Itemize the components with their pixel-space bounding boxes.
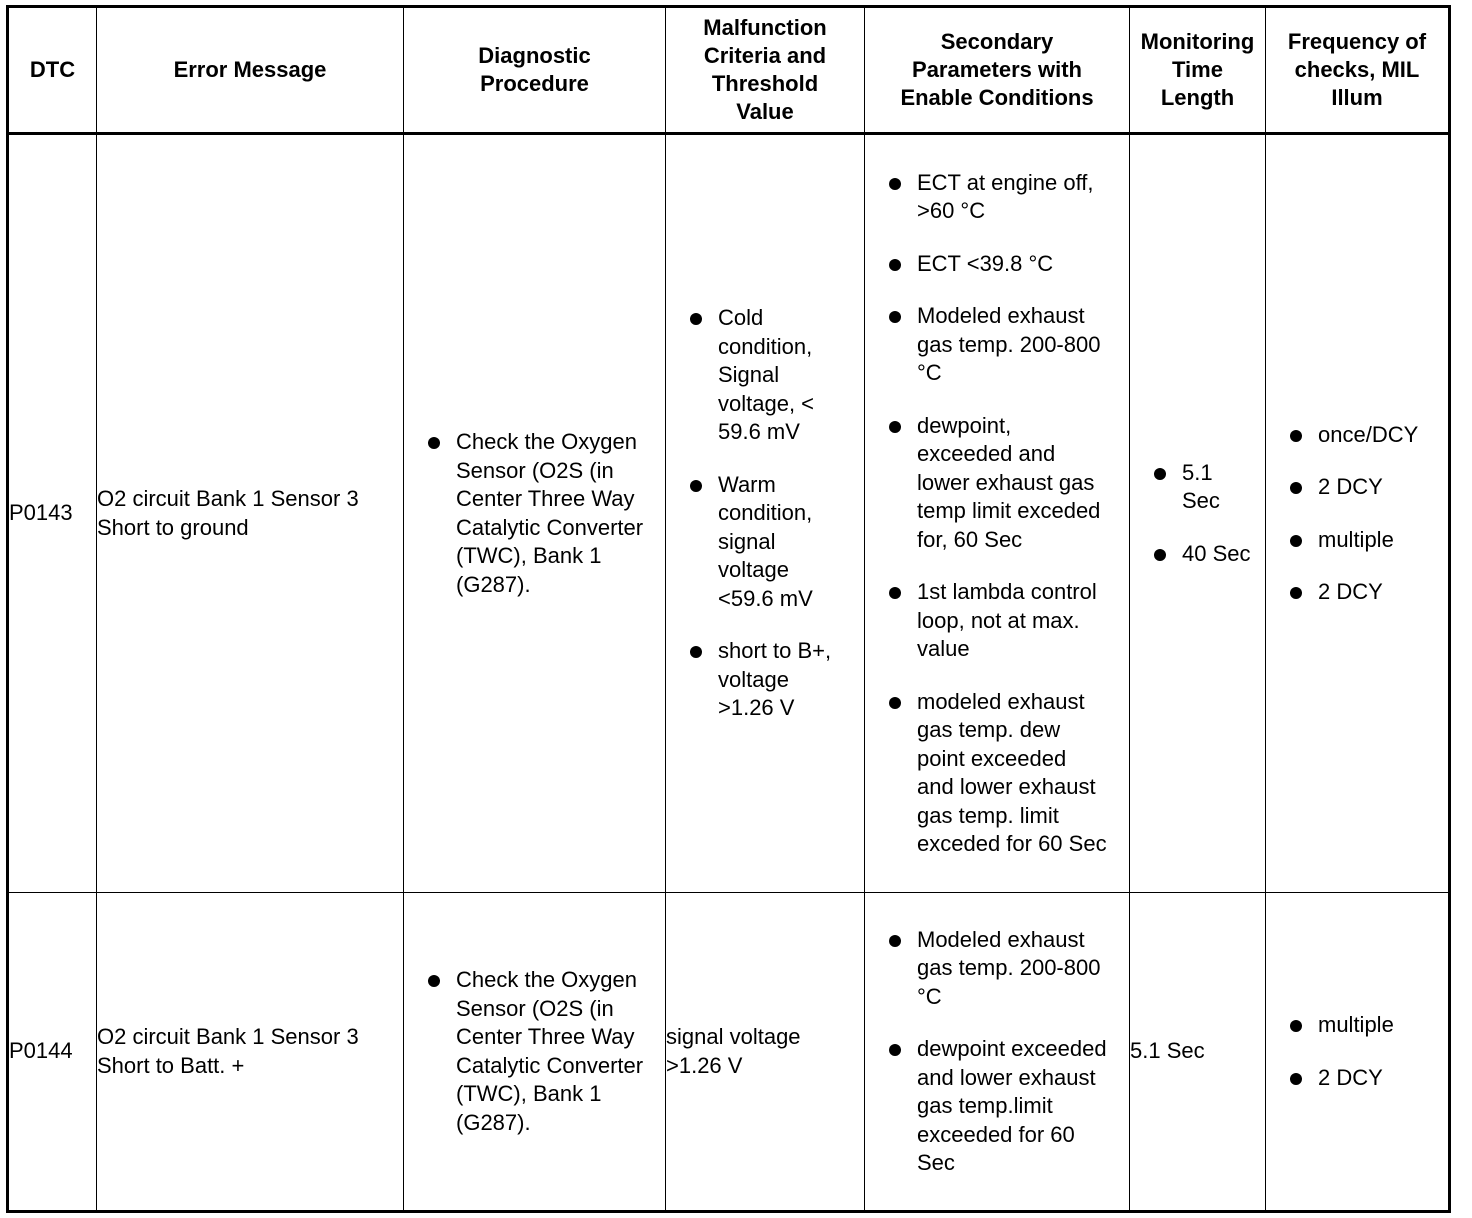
diagnostic-procedure-cell <box>404 134 666 893</box>
header-row <box>8 7 1450 134</box>
malfunction-criteria-cell: signal voltage >1.26 V <box>666 893 865 1212</box>
list-item: ECT at engine off, >60 °C <box>865 169 1129 226</box>
diagnostic-procedure-cell <box>404 893 666 1212</box>
list-item: modeled exhaust gas temp. dew point exceeded and lower exhaust gas temp. limit exceded for 60 Sec <box>865 688 1129 859</box>
secondary-list <box>865 926 1129 1178</box>
dtc-code: P0143 <box>9 500 73 526</box>
list-item: ECT <39.8 °C <box>865 250 1129 279</box>
header-secondary-parameters: Secondary Parameters with Enable Conditions <box>865 7 1130 134</box>
header-diagnostic-procedure: Diagnostic Procedure <box>404 7 666 134</box>
monitoring-time-cell: 5.1 Sec <box>1130 893 1266 1212</box>
list-item: 40 Sec <box>1130 540 1265 569</box>
list-item: Modeled exhaust gas temp. 200-800 °C <box>865 302 1129 388</box>
list-item: Modeled exhaust gas temp. 200-800 °C <box>865 926 1129 1012</box>
criteria-list <box>666 304 864 723</box>
list-item: multiple <box>1266 1011 1448 1040</box>
list-item: 2 DCY <box>1266 578 1448 607</box>
table-row <box>8 893 1450 1212</box>
header-error-message: Error Message <box>97 7 404 134</box>
dtc-table <box>6 5 1451 1213</box>
frequency-list <box>1266 421 1448 607</box>
frequency-list <box>1266 1011 1448 1092</box>
error-message-cell: O2 circuit Bank 1 Sensor 3 Short to Batt. + <box>97 893 404 1212</box>
list-item: Check the Oxygen Sensor (O2S (in Center Three Way Catalytic Converter (TWC), Bank 1 (G287). <box>404 428 665 599</box>
secondary-parameters-cell <box>865 134 1130 893</box>
list-item: Check the Oxygen Sensor (O2S (in Center Three Way Catalytic Converter (TWC), Bank 1 (G287). <box>404 966 665 1137</box>
monitoring-time-cell <box>1130 134 1266 893</box>
procedure-list <box>404 428 665 599</box>
list-item: Warm condition, signal voltage <59.6 mV <box>666 471 864 614</box>
list-item: Cold condition, Signal voltage, < 59.6 mV <box>666 304 864 447</box>
dtc-code: P0144 <box>9 1038 73 1064</box>
frequency-cell <box>1266 134 1450 893</box>
list-item: once/DCY <box>1266 421 1448 450</box>
secondary-parameters-cell <box>865 893 1130 1212</box>
dtc-code-cell <box>8 893 97 1212</box>
header-dtc: DTC <box>8 7 97 134</box>
list-item: short to B+, voltage >1.26 V <box>666 637 864 723</box>
error-message-cell: O2 circuit Bank 1 Sensor 3 Short to ground <box>97 134 404 893</box>
malfunction-criteria-cell <box>666 134 865 893</box>
table-row <box>8 134 1450 893</box>
list-item: 2 DCY <box>1266 473 1448 502</box>
list-item: dewpoint, exceeded and lower exhaust gas temp limit exceded for, 60 Sec <box>865 412 1129 555</box>
list-item: multiple <box>1266 526 1448 555</box>
secondary-list <box>865 169 1129 859</box>
monitoring-list <box>1130 459 1265 569</box>
list-item: 1st lambda control loop, not at max. value <box>865 578 1129 664</box>
dtc-code-cell <box>8 134 97 893</box>
header-frequency: Frequency of checks, MIL Illum <box>1266 7 1450 134</box>
frequency-cell <box>1266 893 1450 1212</box>
procedure-list <box>404 966 665 1137</box>
list-item: dewpoint exceeded and lower exhaust gas temp.limit exceeded for 60 Sec <box>865 1035 1129 1178</box>
list-item: 5.1 Sec <box>1130 459 1265 516</box>
list-item: 2 DCY <box>1266 1064 1448 1093</box>
header-malfunction-criteria: Malfunction Criteria and Threshold Value <box>666 7 865 134</box>
header-monitoring-time: Monitoring Time Length <box>1130 7 1266 134</box>
